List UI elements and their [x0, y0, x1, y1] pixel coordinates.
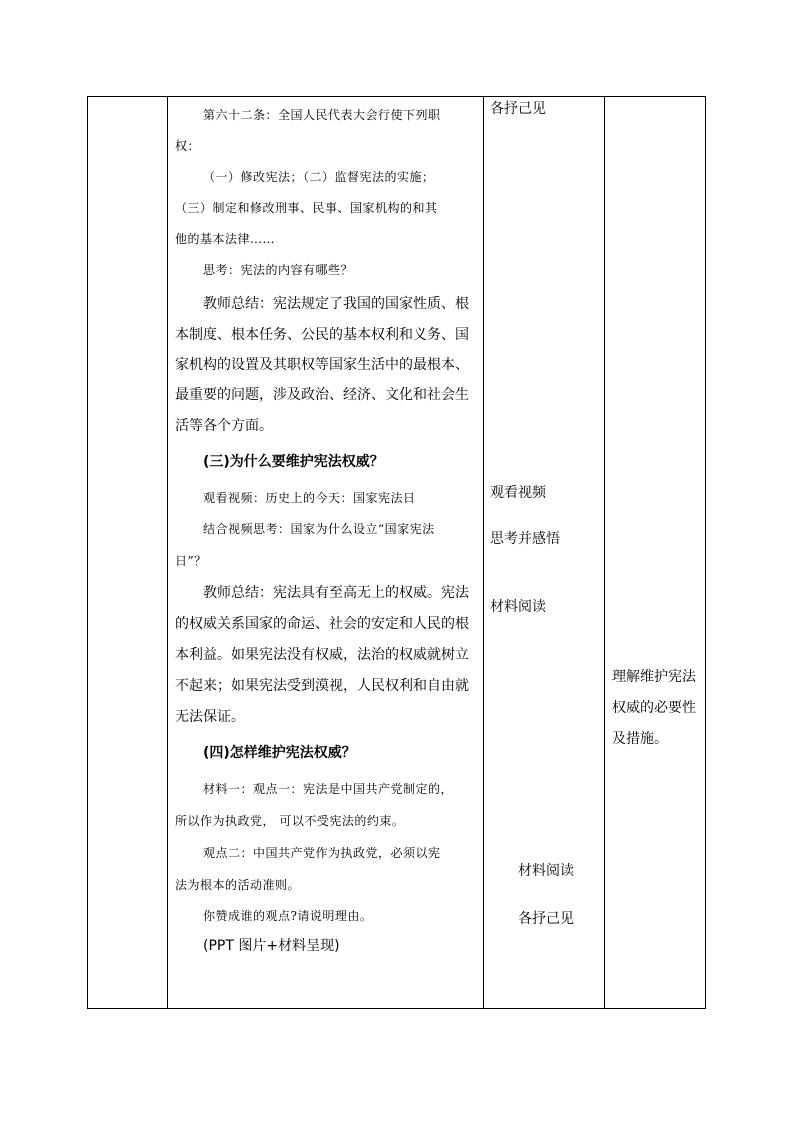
design-intent-line: 及措施。	[612, 731, 668, 747]
teacher-summary-line: 教师总结：宪法具有至高无上的权威。宪法	[203, 585, 469, 601]
teacher-summary-line: 不起来；如果宪法受到漠视，人民权利和自由就	[175, 678, 469, 694]
material-line: 法为根本的活动准则。	[175, 878, 301, 892]
teacher-summary-line: 本利益。如果宪法没有权威，法治的权威就树立	[175, 647, 469, 663]
ppt-note: (PPT 图片+材料呈现)	[203, 938, 340, 954]
article-62-line: （三）制定和修改刑事、民事、国家机构的和其	[175, 201, 438, 215]
design-intent-line: 理解维护宪法	[612, 669, 696, 685]
teacher-summary-line: 最重要的问题，涉及政治、经济、文化和社会生	[175, 387, 469, 403]
student-activity: 各抒己见	[518, 911, 574, 927]
student-activity: 各抒己见	[490, 101, 546, 117]
article-62-line: 他的基本法律……	[175, 232, 276, 246]
material-line: 观点二：中国共产党作为执政党，必须以宪	[203, 846, 441, 860]
teacher-summary-line: 活等各个方面。	[175, 418, 273, 434]
teacher-summary-line: 家机构的设置及其职权等国家生活中的最根本、	[175, 357, 469, 373]
teacher-summary-line: 本制度、根本任务、公民的基本权利和义务、国	[175, 327, 469, 343]
article-62-line: （一）修改宪法；（二）监督宪法的实施；	[203, 170, 435, 184]
teacher-summary-line: 教师总结：宪法规定了我国的国家性质、根	[203, 296, 469, 312]
column-divider	[483, 96, 484, 1009]
video-question: 结合视频思考：国家为什么设立“国家宪法	[203, 522, 435, 536]
section-heading: (三)为什么要维护宪法权威？	[203, 454, 384, 470]
material-line: 材料一：观点一：宪法是中国共产党制定的，	[203, 782, 454, 796]
article-62-line: 权：	[175, 139, 201, 153]
design-intent-line: 权威的必要性	[612, 700, 696, 716]
teacher-summary-line: 的权威关系国家的命运、社会的安定和人民的根	[175, 616, 469, 632]
article-62-line: 第六十二条：全国人民代表大会行使下列职	[203, 108, 441, 122]
student-activity: 观看视频	[490, 485, 546, 501]
student-activity: 思考并感悟	[490, 531, 560, 547]
material-line: 所以作为执政党， 可以不受宪法的约束。	[175, 814, 405, 828]
video-question: 日”？	[175, 554, 207, 568]
column-divider	[604, 96, 605, 1009]
column-divider	[167, 96, 168, 1009]
student-activity: 材料阅读	[518, 863, 574, 879]
think-question: 思考：宪法的内容有哪些？	[203, 263, 354, 277]
video-line: 观看视频：历史上的今天：国家宪法日	[203, 491, 416, 505]
teacher-summary-line: 无法保证。	[175, 709, 245, 725]
section-heading: (四)怎样维护宪法权威？	[203, 745, 356, 761]
material-question: 你赞成谁的观点?请说明理由。	[203, 909, 373, 923]
student-activity: 材料阅读	[490, 599, 546, 615]
